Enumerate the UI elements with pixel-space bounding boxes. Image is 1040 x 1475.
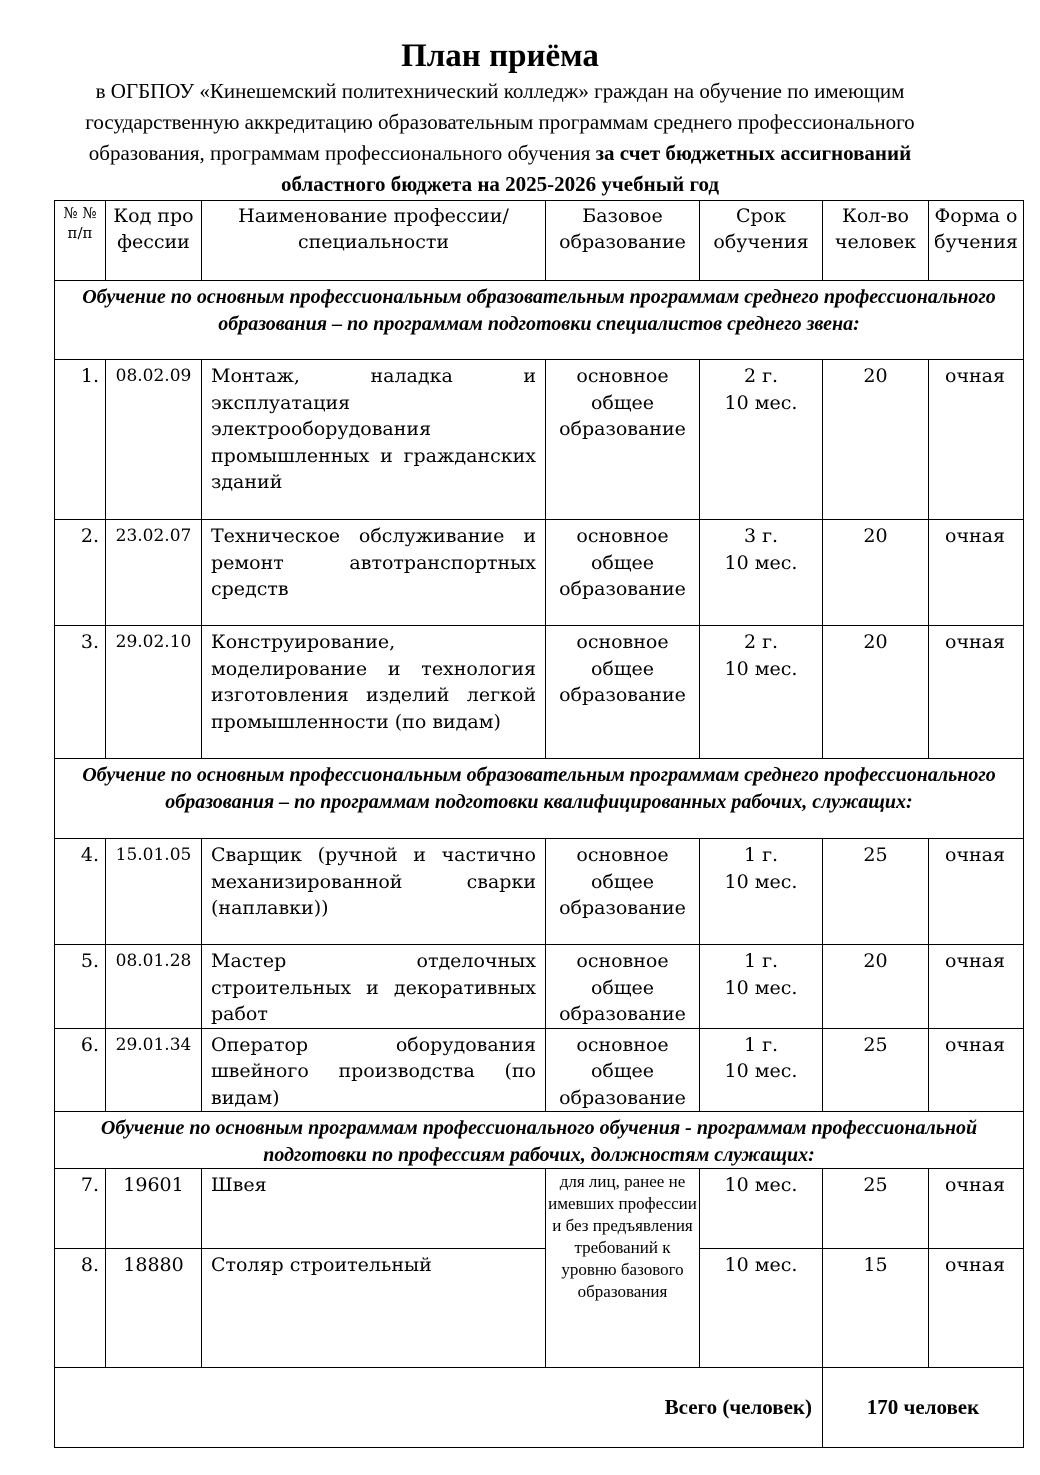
- row-count: 25: [823, 1028, 929, 1112]
- header-count: Кол-во человек: [823, 201, 929, 281]
- row-number: 3.: [55, 626, 106, 759]
- term-months: 10 мес.: [724, 976, 798, 999]
- section-title: Обучение по основным программам профессионального обучения - программам профессиональной подготовки по профессиям рабочих, должностям служащих:: [55, 1112, 1024, 1169]
- row-code: 15.01.05: [106, 839, 202, 945]
- term-years: 1 г.: [743, 844, 779, 866]
- total-label: Всего (человек): [55, 1368, 823, 1448]
- table-row: [55, 839, 1024, 945]
- row-term: [700, 1028, 823, 1112]
- row-number: 2.: [55, 520, 106, 626]
- row-count: 20: [823, 520, 929, 626]
- row-base: основное общее образование: [546, 626, 700, 759]
- row-name: Техническое обслуживание и ремонт автотранспортных средств: [202, 520, 546, 626]
- row-term: [700, 945, 823, 1029]
- row-form: очная: [929, 360, 1024, 520]
- row-form: очная: [929, 520, 1024, 626]
- row-name: Столяр строительный: [202, 1249, 546, 1368]
- row-name: Конструирование, моделирование и технология изготовления изделий легкой промышленности (по видам): [202, 626, 546, 759]
- row-code: 29.01.34: [106, 1028, 202, 1112]
- total-row: [55, 1368, 1024, 1448]
- term-years: 1 г.: [743, 950, 779, 972]
- row-form: очная: [929, 1169, 1024, 1249]
- section-row: [55, 1112, 1024, 1169]
- row-count: 20: [823, 360, 929, 520]
- row-form: очная: [929, 1028, 1024, 1112]
- document-intro: [38, 76, 962, 200]
- admission-plan-table: [54, 200, 1024, 1448]
- term-months: 10 мес.: [724, 551, 798, 574]
- header-form: Форма обучения: [929, 201, 1024, 281]
- row-count: 15: [823, 1249, 929, 1368]
- term-years: 2 г.: [743, 365, 779, 387]
- row-base: основное общее образование: [546, 945, 700, 1029]
- row-term: [700, 626, 823, 759]
- row-form: очная: [929, 626, 1024, 759]
- row-base-shared: для лиц, ранее не имевших профессии и без предъявления требований к уровню базового образования: [546, 1169, 700, 1368]
- row-name: Швея: [202, 1169, 546, 1249]
- table-header-row: [55, 201, 1024, 281]
- row-name: Оператор оборудования швейного производства (по видам): [202, 1028, 546, 1112]
- row-count: 20: [823, 626, 929, 759]
- table-row: [55, 626, 1024, 759]
- row-number: 6.: [55, 1028, 106, 1112]
- intro-bold-text: за счет бюджетных ассигнований областного бюджета на 2025-2026 учебный год: [281, 141, 912, 196]
- term-months: 10 мес.: [724, 870, 798, 893]
- row-term: [700, 520, 823, 626]
- row-code: 08.02.09: [106, 360, 202, 520]
- row-code: 23.02.07: [106, 520, 202, 626]
- row-count: 25: [823, 839, 929, 945]
- term-years: 3 г.: [743, 525, 779, 547]
- term-years: 2 г.: [743, 631, 779, 653]
- total-value: 170 человек: [823, 1368, 1024, 1448]
- term-months: 10 мес.: [724, 657, 798, 680]
- section-title: Обучение по основным профессиональным образовательным программам среднего профессионального образования – по программам подготовки специалистов среднего звена:: [55, 281, 1024, 360]
- row-number: 7.: [55, 1169, 106, 1249]
- row-base: основное общее образование: [546, 839, 700, 945]
- header-number: № № п/п: [55, 201, 106, 281]
- row-term: 10 мес.: [700, 1169, 823, 1249]
- row-term: [700, 839, 823, 945]
- row-code: 18880: [106, 1249, 202, 1368]
- row-name: Монтаж, наладка и эксплуатация электрооборудования промышленных и гражданских зданий: [202, 360, 546, 520]
- term-years: 1 г.: [743, 1033, 779, 1056]
- row-count: 25: [823, 1169, 929, 1249]
- row-number: 5.: [55, 945, 106, 1029]
- table-row: [55, 520, 1024, 626]
- row-count: 20: [823, 945, 929, 1029]
- term-months: 10 мес.: [724, 1060, 798, 1082]
- row-form: очная: [929, 839, 1024, 945]
- table-row: [55, 1249, 1024, 1368]
- table-row: [55, 945, 1024, 1029]
- row-code: 29.02.10: [106, 626, 202, 759]
- header-name: Наименование профессии/специальности: [202, 201, 546, 281]
- row-term: 10 мес.: [700, 1249, 823, 1368]
- row-base: основное общее образование: [546, 1028, 700, 1112]
- row-name: Мастер отделочных строительных и декоративных работ: [202, 945, 546, 1029]
- table-row: [55, 1028, 1024, 1112]
- header-base: Базовое образование: [546, 201, 700, 281]
- row-base: основное общее образование: [546, 360, 700, 520]
- document-title: План приёма: [401, 38, 599, 74]
- row-name: Сварщик (ручной и частично механизированной сварки (наплавки)): [202, 839, 546, 945]
- table-row: [55, 360, 1024, 520]
- header-term: Срок обучения: [700, 201, 823, 281]
- row-code: 08.01.28: [106, 945, 202, 1029]
- row-number: 1.: [55, 360, 106, 520]
- intro-text: в ОГБПОУ «Кинешемский политехнический колледж» граждан на обучение по имеющим государственную аккредитацию образовательным программам среднего профессионального образования, программам профессионального обучения: [85, 79, 915, 165]
- header-code: Код профессии: [106, 201, 202, 281]
- term-months: 10 мес.: [724, 391, 798, 414]
- row-number: 4.: [55, 839, 106, 945]
- row-form: очная: [929, 1249, 1024, 1368]
- section-title: Обучение по основным профессиональным образовательным программам среднего профессионального образования – по программам подготовки квалифицированных рабочих, служащих:: [55, 759, 1024, 839]
- row-code: 19601: [106, 1169, 202, 1249]
- row-term: [700, 360, 823, 520]
- section-row: [55, 759, 1024, 839]
- row-base: основное общее образование: [546, 520, 700, 626]
- table-row: [55, 1169, 1024, 1249]
- row-number: 8.: [55, 1249, 106, 1368]
- row-form: очная: [929, 945, 1024, 1029]
- section-row: [55, 281, 1024, 360]
